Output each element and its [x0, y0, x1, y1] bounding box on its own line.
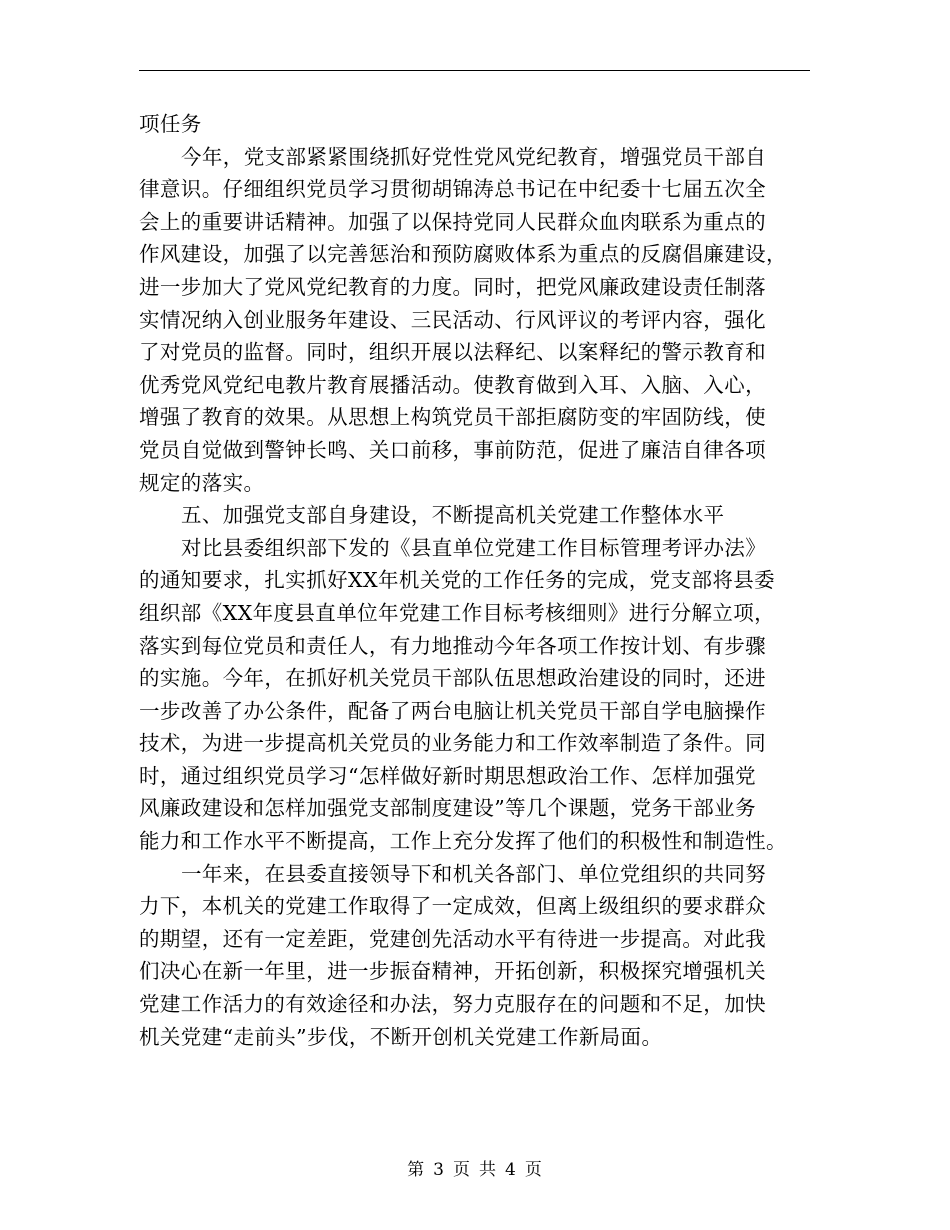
text-line: 风廉政建设和怎样加强党支部制度建设”等几个课题，党务干部业务	[139, 796, 756, 821]
text-line: 今年，党支部紧紧围绕抓好党性党风党纪教育，增强党员干部自	[181, 144, 767, 169]
footer-page-unit: 页	[453, 1160, 471, 1180]
text-line: 作风建设，加强了以完善惩治和预防腐败体系为重点的反腐倡廉建设，	[139, 242, 787, 267]
text-line: 实情况纳入创业服务年建设、三民活动、行风评议的考评内容，强化	[139, 307, 766, 332]
text-line: 项任务	[139, 112, 202, 136]
text-line: 的期望，还有一定差距，党建创先活动水平有待进一步提高。对此我	[139, 926, 766, 951]
text-line: 党员自觉做到警钟长鸣、关口前移，事前防范，促进了廉洁自律各项	[139, 437, 766, 462]
footer-page-label: 第	[407, 1160, 426, 1180]
text-line: 能力和工作水平不断提高，工作上充分发挥了他们的积极性和制造性。	[139, 829, 787, 854]
text-line: 力下，本机关的党建工作取得了一定成效，但离上级组织的要求群众	[139, 894, 766, 919]
footer-total-label: 共	[479, 1160, 497, 1180]
text-line: 落实到每位党员和责任人，有力地推动今年各项工作按计划、有步骤	[139, 633, 766, 658]
text-line: 一年来，在县委直接领导下和机关各部门、单位党组织的共同努	[181, 861, 767, 886]
text-line: 增强了教育的效果。从思想上构筑党员干部拒腐防变的牢固防线，使	[139, 405, 766, 430]
text-line: 们决心在新一年里，进一步振奋精神，开拓创新，积极探究增强机关	[139, 959, 766, 984]
text-line: 五、加强党支部自身建设，不断提高机关党建工作整体水平	[181, 503, 725, 528]
footer-total-pages: 4	[505, 1160, 517, 1180]
text-line: 组织部《XX年度县直单位年党建工作目标考核细则》进行分解立项，	[139, 600, 776, 625]
text-line: 律意识。仔细组织党员学习贯彻胡锦涛总书记在中纪委十七届五次全	[139, 177, 766, 202]
text-line: 的通知要求，扎实抓好XX年机关党的工作任务的完成，党支部将县委	[139, 568, 776, 593]
text-line: 了对党员的监督。同时，组织开展以法释纪、以案释纪的警示教育和	[139, 340, 766, 365]
footer-current-page: 3	[433, 1160, 445, 1180]
text-line: 一步改善了办公条件，配备了两台电脑让机关党员干部自学电脑操作	[139, 698, 766, 723]
text-line: 机关党建“走前头”步伐，不断开创机关党建工作新局面。	[139, 1024, 663, 1049]
text-line: 对比县委组织部下发的《县直单位党建工作目标管理考评办法》	[181, 535, 767, 560]
text-line: 的实施。今年，在抓好机关党员干部队伍思想政治建设的同时，还进	[139, 666, 766, 691]
footer-total-unit: 页	[524, 1160, 543, 1180]
header-divider	[139, 70, 810, 71]
text-line: 会上的重要讲话精神。加强了以保持党同人民群众血肉联系为重点的	[139, 209, 766, 234]
text-line: 技术，为进一步提高机关党员的业务能力和工作效率制造了条件。同	[139, 731, 766, 756]
text-line: 时，通过组织党员学习“怎样做好新时期思想政治工作、怎样加强党	[139, 763, 756, 788]
text-line: 优秀党风党纪电教片教育展播活动。使教育做到入耳、入脑、入心，	[139, 372, 766, 397]
text-line: 党建工作活力的有效途径和办法，努力克服存在的问题和不足，加快	[139, 992, 766, 1017]
text-line: 规定的落实。	[139, 470, 265, 495]
page-footer	[0, 1155, 950, 1180]
text-line: 进一步加大了党风党纪教育的力度。同时，把党风廉政建设责任制落	[139, 274, 766, 299]
document-body	[139, 108, 811, 1053]
